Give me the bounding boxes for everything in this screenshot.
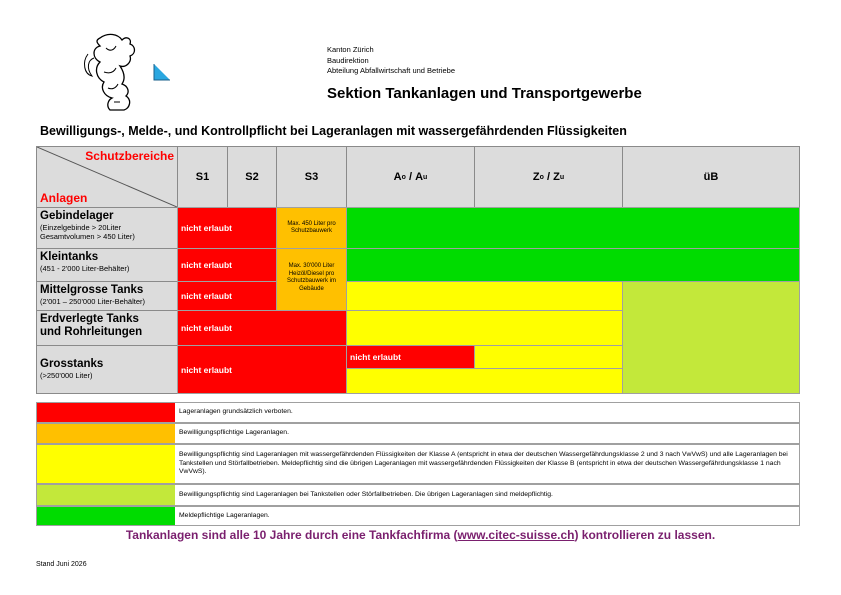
page-title: Bewilligungs-, Melde-, und Kontrollpflicht bei Lageranlagen mit wassergefährdenden Flüssigkeiten bbox=[40, 124, 627, 138]
legend-text-green: Meldepflichtige Lageranlagen. bbox=[179, 511, 270, 519]
legend-text-lime: Bewilligungspflichtig sind Lageranlagen bei Tankstellen oder Störfallbetrieben. Die übrigen Lageranlagen sind meldepflichtig. bbox=[179, 490, 553, 498]
cell-kleintanks-rest bbox=[346, 248, 800, 282]
cell-kleintanks-mittel-s3: Max. 30'000 Liter Heizöl/Diesel pro Schutzbauwerk im Gebäude bbox=[276, 248, 347, 311]
cell-grosstanks-a-upper: nicht erlaubt bbox=[346, 345, 475, 369]
legend-swatch-orange bbox=[37, 424, 175, 443]
cell-grosstanks-a-z-lower bbox=[346, 368, 623, 394]
organization-header bbox=[327, 45, 455, 77]
legend-row-yellow bbox=[36, 444, 800, 484]
legend-swatch-green bbox=[37, 507, 175, 525]
section-title: Sektion Tankanlagen und Transportgewerbe bbox=[327, 85, 642, 102]
legend-swatch-lime bbox=[37, 485, 175, 505]
row-label-erdverlegte-tanks: Erdverlegte Tanks und Rohrleitungen bbox=[36, 310, 178, 346]
org-line-department: Abteilung Abfallwirtschaft und Betriebe bbox=[327, 66, 455, 75]
column-header-ub: üB bbox=[622, 146, 800, 208]
permit-matrix bbox=[36, 146, 800, 394]
cell-erdverlegte-a-z bbox=[346, 310, 623, 346]
legend-row-red bbox=[36, 402, 800, 423]
org-line-canton: Kanton Zürich bbox=[327, 45, 374, 54]
cell-kleintanks-s1-s2: nicht erlaubt bbox=[177, 248, 277, 282]
row-label-mittelgrosse-tanks: Mittelgrosse Tanks (2'001 – 250'000 Liter-Behälter) bbox=[36, 281, 178, 311]
column-header-s3: S3 bbox=[276, 146, 347, 208]
org-line-directorate: Baudirektion bbox=[327, 55, 369, 65]
cell-erdverlegte-s1-s3: nicht erlaubt bbox=[177, 310, 347, 346]
corner-label-anlagen: Anlagen bbox=[40, 191, 88, 205]
cell-grosstanks-s1-s3: nicht erlaubt bbox=[177, 345, 347, 394]
cell-mittelgrosse-a-z bbox=[346, 281, 623, 311]
cell-gebindelager-s1-s2: nicht erlaubt bbox=[177, 207, 277, 249]
cell-mittel-erd-gross-ub bbox=[622, 281, 800, 394]
matrix-corner bbox=[36, 146, 178, 208]
legend-swatch-yellow bbox=[37, 445, 175, 483]
column-header-s1: S1 bbox=[177, 146, 228, 208]
legend-text-red: Lageranlagen grundsätzlich verboten. bbox=[179, 408, 293, 416]
cell-grosstanks-z-upper bbox=[474, 345, 623, 369]
column-header-z: Z o / Z u bbox=[474, 146, 623, 208]
column-header-a: A o / A u bbox=[346, 146, 475, 208]
row-label-kleintanks: Kleintanks (451 - 2'000 Liter-Behälter) bbox=[36, 248, 178, 282]
legend-row-lime bbox=[36, 484, 800, 506]
cell-mittelgrosse-s1-s2: nicht erlaubt bbox=[177, 281, 277, 311]
legend-text-orange: Bewilligungspflichtige Lageranlagen. bbox=[179, 429, 289, 437]
row-label-grosstanks: Grosstanks (>250'000 Liter) bbox=[36, 345, 178, 394]
legend-row-orange bbox=[36, 423, 800, 444]
cell-gebindelager-rest bbox=[346, 207, 800, 249]
row-label-gebindelager: Gebindelager (Einzelgebinde > 20Liter Gesamtvolumen > 450 Liter) bbox=[36, 207, 178, 249]
inspection-notice: Tankanlagen sind alle 10 Jahre durch eine Tankfachfirma (www.citec-suisse.ch) kontrollieren zu lassen. bbox=[125, 528, 716, 542]
column-header-s2: S2 bbox=[227, 146, 277, 208]
corner-label-schutzbereiche: Schutzbereiche bbox=[85, 149, 174, 163]
zurich-lion-logo-icon bbox=[80, 28, 180, 118]
citec-link[interactable]: www.citec-suisse.ch bbox=[457, 528, 575, 542]
cell-gebindelager-s3: Max. 450 Liter pro Schutzbauwerk bbox=[276, 207, 347, 249]
legend-swatch-red bbox=[37, 403, 175, 422]
legend-row-green bbox=[36, 506, 800, 526]
legend-text-yellow: Bewilligungspflichtig sind Lageranlagen mit wassergefährdenden Flüssigkeiten der Klasse A (entspricht in etwa der deutschen Wassergefährdungsklasse 2 und 3 nach VwVwS) und alle Lageranlagen bei Tankstellen und Störfallbetrieben. Meldepflichtig sind die übrigen Lageranlagen mit wassergefährdenden Flüssigkeiten der Klasse B (entspricht in etwa der deutschen Wassergefährdungsklasse 1 nach VwVwS). bbox=[179, 451, 788, 476]
document-date: Stand Juni 2026 bbox=[36, 561, 87, 568]
